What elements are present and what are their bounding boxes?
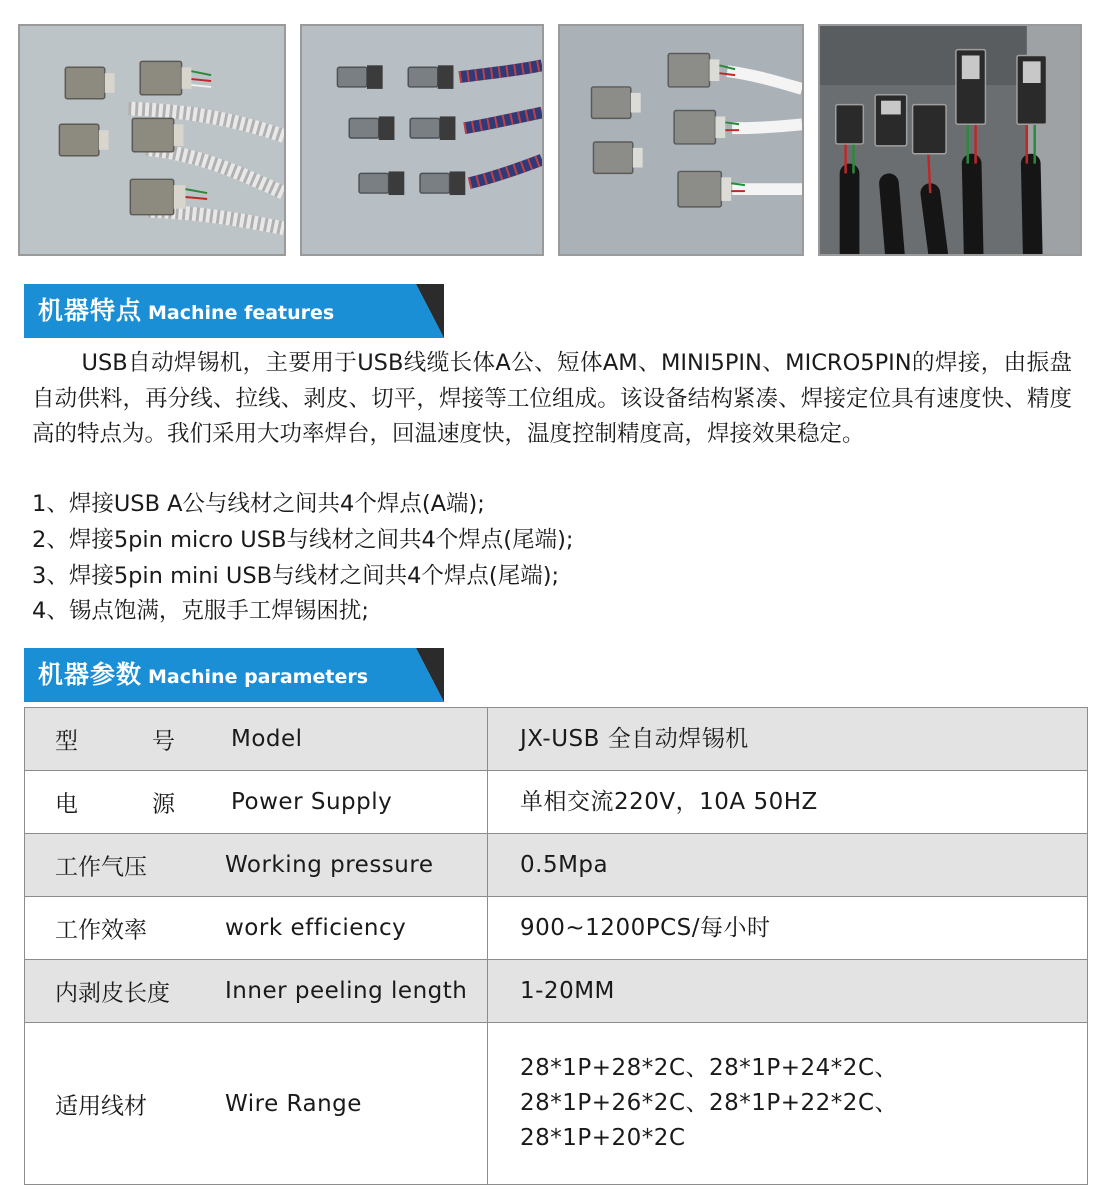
param-value: 1-20MM	[488, 960, 1088, 1023]
table-row-model	[25, 708, 1088, 771]
features-title-zh: 机器特点	[38, 296, 143, 325]
table-row-wire-range	[25, 1023, 1088, 1185]
param-label-cell	[25, 834, 488, 897]
feature-item: 3、焊接5pin mini USB与线材之间共4个焊点(尾端);	[32, 562, 560, 589]
param-value: 0.5Mpa	[488, 834, 1088, 897]
features-title-en: Machine features	[148, 302, 335, 324]
table-row-power	[25, 771, 1088, 834]
parameters-title-zh: 机器参数	[38, 660, 143, 689]
feature-item: 1、焊接USB A公与线材之间共4个焊点(A端);	[32, 491, 485, 517]
feature-item: 4、锡点饱满，克服手工焊锡困扰;	[32, 598, 369, 625]
table-row-efficiency	[25, 897, 1088, 960]
param-label-zh: 工作效率	[55, 917, 147, 944]
param-label-en: Inner peeling length	[225, 978, 468, 1004]
parameters-title-en: Machine parameters	[148, 666, 369, 688]
param-value: 28*1P+28*2C、28*1P+24*2C、 28*1P+26*2C、28*1P+22*2C、 28*1P+20*2C	[488, 1023, 1088, 1185]
param-value: 900~1200PCS/每小时	[488, 897, 1088, 960]
photo-micro-usb-braided-blue	[300, 24, 544, 256]
param-label-zh: 工作气压	[55, 854, 147, 881]
param-label-en: Wire Range	[225, 1090, 362, 1117]
param-label-zh: 适用线材	[55, 1093, 147, 1119]
photo-micro-usb-black-cable	[818, 24, 1082, 256]
param-label-cell	[25, 771, 488, 834]
param-label-cell	[25, 708, 488, 771]
param-label-en: Model	[231, 726, 303, 752]
photo-usb-a-white-cable	[558, 24, 804, 256]
features-list	[32, 487, 1072, 630]
param-label-en: Power Supply	[231, 789, 393, 815]
feature-item: 2、焊接5pin micro USB与线材之间共4个焊点(尾端);	[32, 526, 574, 553]
section-header-parameters	[24, 648, 444, 702]
param-label-cell	[25, 960, 488, 1023]
param-label-en: work efficiency	[225, 915, 407, 941]
table-row-peeling	[25, 960, 1088, 1023]
param-label-en: Working pressure	[225, 852, 434, 878]
features-description: USB自动焊锡机，主要用于USB线缆长体A公、短体AM、MINI5PIN、MICRO5PIN的焊接，由振盘自动供料，再分线、拉线、剥皮、切平，焊接等工位组成。该设备结构紧凑、焊接定位具有速度快、精度高的特点为。我们采用大功率焊台，回温速度快，温度控制精度高，焊接效果稳定。	[32, 350, 1072, 447]
param-label-zh: 电 源	[55, 791, 175, 818]
param-value: 单相交流220V，10A 50HZ	[488, 771, 1088, 834]
parameters-table	[24, 707, 1088, 1185]
param-label-cell	[25, 1023, 488, 1185]
section-header-features	[24, 284, 444, 338]
param-label-zh: 型 号	[55, 728, 175, 755]
param-label-cell	[25, 897, 488, 960]
param-label-zh: 内剥皮长度	[55, 980, 170, 1007]
photo-usb-a-braided-white	[18, 24, 286, 256]
table-row-pressure	[25, 834, 1088, 897]
param-value: JX-USB 全自动焊锡机	[488, 708, 1088, 771]
